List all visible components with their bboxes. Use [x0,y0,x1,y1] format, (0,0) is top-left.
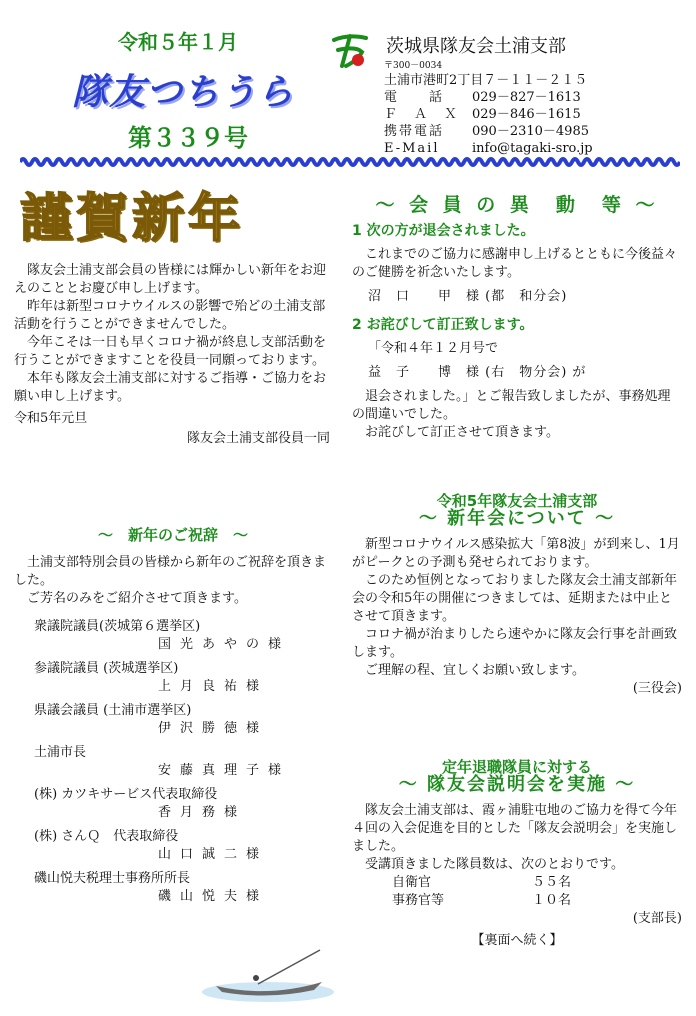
greeting-body [14,262,332,448]
change-item-title: 1 次の方が退会されました。 [352,223,535,239]
party-para: コロナ禍が治まりしたら速やかに隊友会行事を計画致します。 [352,627,678,660]
mobile-row [384,123,684,140]
postal-code: 〒300－0034 [384,61,443,71]
greeting-date: 令和5年元旦 [14,411,88,426]
briefing-signature: (支部長) [632,911,682,926]
briefing-heading-2: ～ 隊友会説明会を実施 ～ [398,774,636,795]
change-item-person: 沼 口 甲 様 (都 和分会) [368,289,568,304]
guest-entry: 磯山悦夫税理士事務所所長 磯山悦夫様 [34,871,269,904]
newyear-party-section [352,492,682,698]
tel-label: 電 話 [384,90,445,105]
party-signature: (三役会) [632,681,682,696]
issue-number: 第３３９号 [128,124,248,152]
fax-value: 029－846－1615 [472,107,581,122]
tel-row [384,89,684,106]
change-item-title: 2 お詫びして訂正致します。 [352,317,534,333]
guest-entry: 県議会議員 (土浦市選挙区) 伊沢勝徳様 [34,703,269,736]
party-para: このため恒例となっておりました隊友会土浦支部新年会の令和5年の開催につきましては、延期または中止とさせて頂きます。 [352,573,678,624]
congrats-para: 土浦支部特別会員の皆様から新年のご祝辞を頂きました。 [14,555,327,588]
boat-illustration-icon [198,942,338,1004]
guest-list [14,618,332,906]
mobile-value: 090－2310－4985 [472,124,589,139]
briefing-row: 事務官等 １０名 [392,893,572,908]
greeting-para: 今年こそは一日も早くコロナ禍が終息し支部活動を行うことができますことを役員一同願っております。 [14,335,327,368]
member-changes-section [352,196,682,442]
address: 土浦市港町2丁目７－１１－２１５ [384,73,588,88]
briefing-para: 隊友会土浦支部は、霞ヶ浦駐屯地のご協力を得て今年４回の入会促進を目的とした「隊友会説明会」を実施しました。 [352,803,678,854]
wave-divider [20,155,680,169]
briefing-section [352,758,682,950]
change-item-line: 益 子 博 様 (右 物分会) が [368,365,587,380]
email-label: E-Mail [384,141,440,156]
congrats-section [14,526,332,906]
change-item-text: お詫びして訂正させて頂きます。 [365,425,559,440]
continue-notice: 【裏面へ続く】 [471,933,563,948]
email-value: info@tagaki-sro.jp [472,141,593,156]
change-item-text: 退会されました。」とご報告致しましたが、事務処理の間違いでした。 [352,389,671,422]
tel-value: 029－827－1613 [472,90,581,105]
greeting-para: 本年も隊友会土浦支部に対するご指導・ご協力をお願い申し上げます。 [14,371,327,404]
party-para: ご理解の程、宜しくお願い致します。 [365,663,585,678]
org-name: 茨城県隊友会土浦支部 [386,36,566,57]
change-item-line: 「令和４年１２月号で [368,341,499,356]
fax-row [384,106,684,123]
change-item-text: これまでのご協力に感謝申し上げるとともに今後益々のご健勝を祈念いたします。 [352,247,678,280]
contact-block [384,60,684,157]
party-heading-1: 令和5年隊友会土浦支部 [436,492,598,510]
party-heading-2: ～ 新年会について ～ [418,508,616,529]
greeting-signature: 隊友会土浦支部役員一同 [186,431,330,446]
greeting-para: 昨年は新型コロナウイルスの影響で殆どの土浦支部活動を行うことができませんでした。 [14,299,326,332]
greeting-para: 隊友会土浦支部会員の皆様には輝かしい新年をお迎えのこととお慶び申し上げます。 [14,263,327,296]
party-para: 新型コロナウイルス感染拡大「第8波」が到来し、1月がピークとの予測も発せられております。 [352,537,680,570]
briefing-para: 受講頂きました隊員数は、次のとおりです。 [365,857,624,872]
guest-entry: 土浦市長 安藤真理子様 [34,745,291,778]
member-changes-heading: ～ 会 員 の 異 動 等 ～ [375,194,659,216]
fax-label: Ｆ Ａ Ｘ [384,107,460,122]
guest-entry: 衆議院議員(茨城第６選挙区) 国光あやの様 [34,619,291,652]
greeting-heading: 謹賀新年 [20,188,245,249]
congrats-para: ご芳名のみをご紹介させて頂きます。 [27,591,247,606]
congrats-heading: ～ 新年のご祝辞 ～ [97,526,248,544]
org-logo-icon [328,30,372,70]
mobile-label: 携帯電話 [384,124,445,139]
issue-date: 令和５年１月 [118,30,238,54]
briefing-row: 自衛官 ５５名 [392,875,572,890]
briefing-heading-1: 定年退職隊員に対する [441,758,592,776]
guest-entry: (株) カツキサービス代表取締役 香月務様 [34,787,247,820]
newsletter-title: 隊友つちうら [72,72,295,113]
guest-entry: (株) さんＱ 代表取締役 山口誠二様 [34,829,269,862]
guest-entry: 参議院議員 (茨城選挙区) 上月良祐様 [34,661,269,694]
